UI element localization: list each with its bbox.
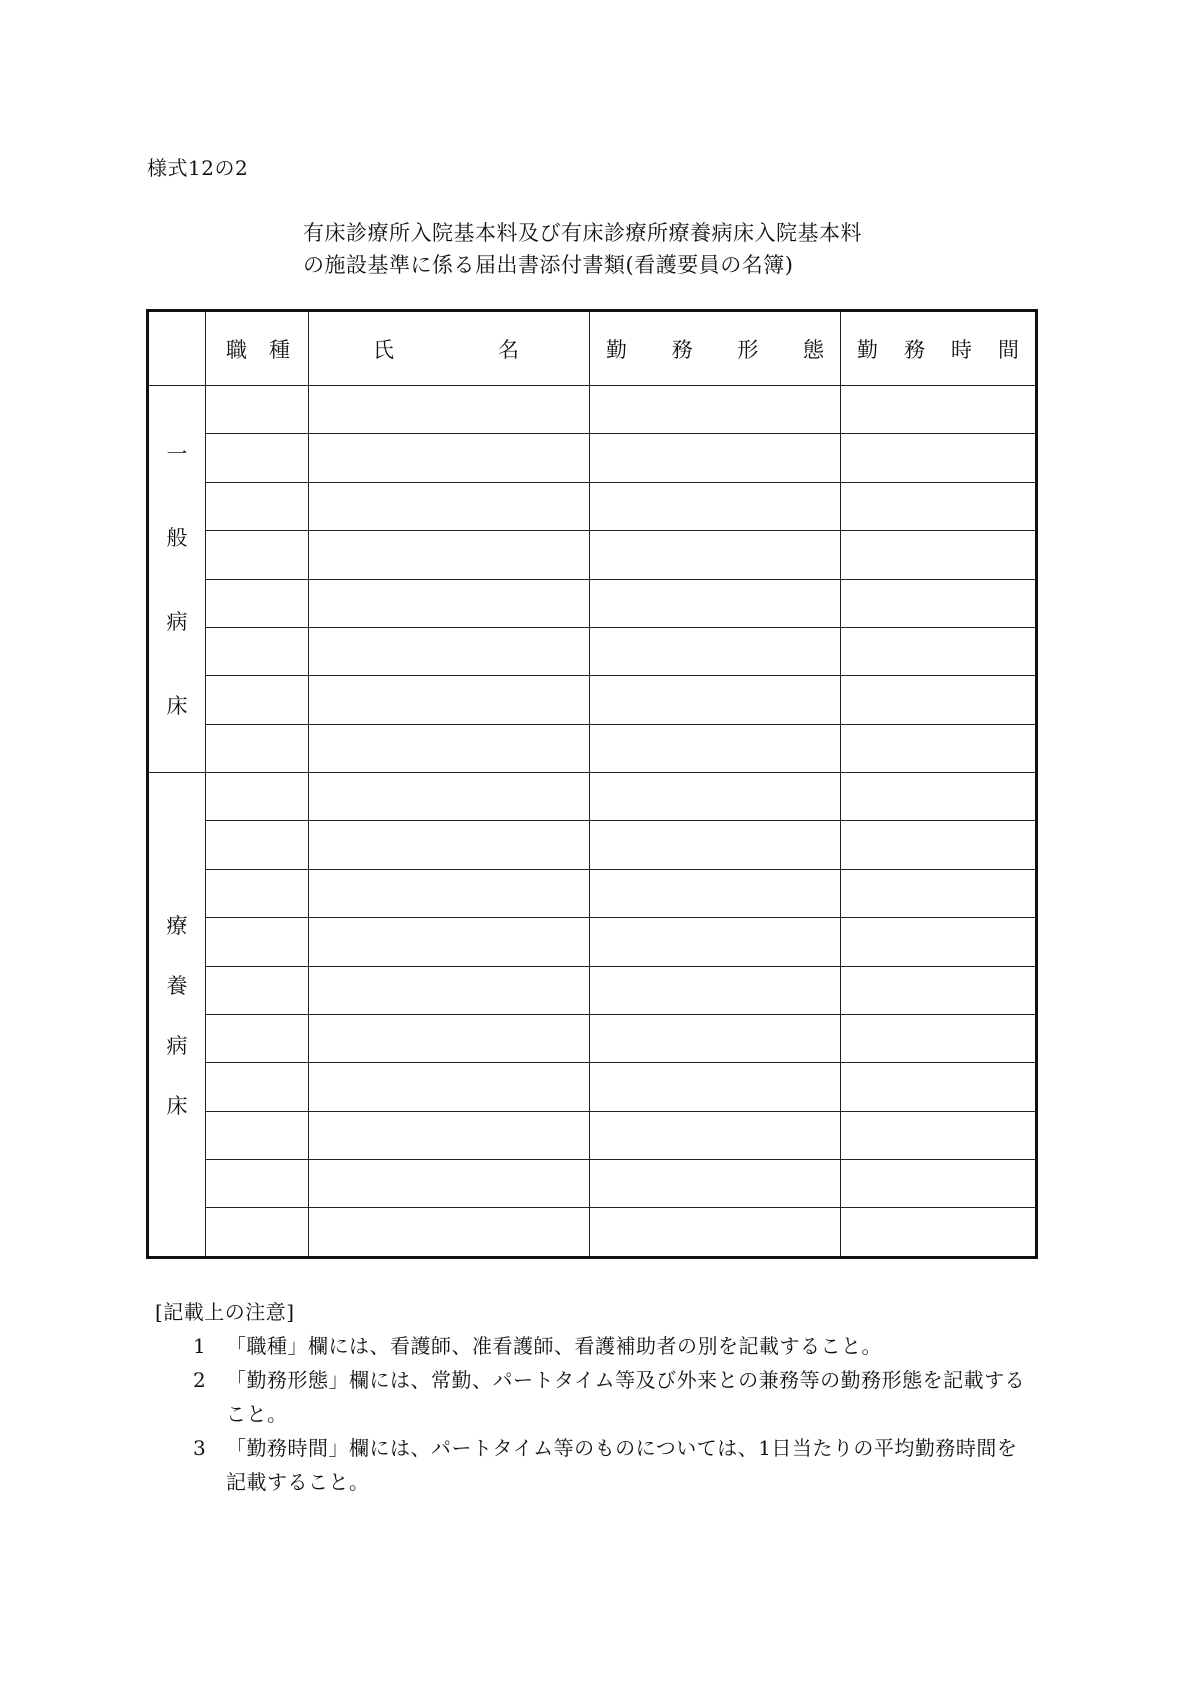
group-label-general-beds: [148, 386, 206, 773]
job-type-cell[interactable]: [206, 724, 309, 772]
name-cell[interactable]: [309, 918, 590, 966]
name-cell[interactable]: [309, 676, 590, 724]
header-char: 間: [998, 337, 1019, 362]
group-label-longterm-care-beds: [148, 773, 206, 1258]
work-form-cell[interactable]: [590, 1160, 841, 1208]
work-form-cell[interactable]: [590, 724, 841, 772]
header-char: 職: [226, 337, 247, 362]
group-char: 療: [166, 913, 188, 938]
group-char: 般: [166, 526, 188, 550]
work-form-cell[interactable]: [590, 579, 841, 627]
work-hours-cell[interactable]: [841, 482, 1037, 530]
table-row: [148, 1014, 1037, 1062]
table-row: [148, 869, 1037, 917]
header-char: 務: [904, 337, 925, 362]
note-number: 2: [193, 1368, 207, 1392]
work-form-cell[interactable]: [590, 773, 841, 821]
work-form-cell[interactable]: [590, 531, 841, 579]
table-row: [148, 966, 1037, 1014]
job-type-cell[interactable]: [206, 482, 309, 530]
work-form-cell[interactable]: [590, 627, 841, 675]
job-type-cell[interactable]: [206, 821, 309, 869]
job-type-cell[interactable]: [206, 1063, 309, 1111]
job-type-cell[interactable]: [206, 676, 309, 724]
work-hours-cell[interactable]: [841, 1208, 1037, 1258]
name-cell[interactable]: [309, 386, 590, 434]
group-char: 床: [166, 1093, 188, 1118]
note-text: 「勤務形態」欄には、常勤、パートタイム等及び外来との兼務等の勤務形態を記載すること。: [226, 1368, 1026, 1426]
note-item: [155, 1363, 1035, 1431]
work-form-cell[interactable]: [590, 386, 841, 434]
work-hours-cell[interactable]: [841, 386, 1037, 434]
header-char: 勤: [857, 337, 878, 362]
work-form-cell[interactable]: [590, 966, 841, 1014]
table-row: [148, 918, 1037, 966]
group-char: 養: [166, 973, 188, 998]
name-cell[interactable]: [309, 724, 590, 772]
work-form-cell[interactable]: [590, 1208, 841, 1258]
notes-section: [155, 1295, 1035, 1499]
job-type-cell[interactable]: [206, 386, 309, 434]
job-type-cell[interactable]: [206, 531, 309, 579]
name-cell[interactable]: [309, 1014, 590, 1062]
work-form-cell[interactable]: [590, 918, 841, 966]
name-cell[interactable]: [309, 531, 590, 579]
work-form-cell[interactable]: [590, 676, 841, 724]
work-hours-cell[interactable]: [841, 724, 1037, 772]
table-row: [148, 1063, 1037, 1111]
name-cell[interactable]: [309, 579, 590, 627]
note-text: 「勤務時間」欄には、パートタイム等のものについては、1日当たりの平均勤務時間を記載すること。: [226, 1436, 1018, 1494]
work-hours-cell[interactable]: [841, 966, 1037, 1014]
note-item: [155, 1329, 1035, 1363]
work-hours-cell[interactable]: [841, 1014, 1037, 1062]
table-row: [148, 386, 1037, 434]
table-row: [148, 531, 1037, 579]
job-type-cell[interactable]: [206, 918, 309, 966]
header-char: 勤: [606, 337, 627, 362]
job-type-cell[interactable]: [206, 1111, 309, 1159]
table-row: [148, 773, 1037, 821]
header-char: 態: [802, 337, 824, 362]
note-item: [155, 1431, 1035, 1499]
work-form-cell[interactable]: [590, 869, 841, 917]
table-row: [148, 482, 1037, 530]
table-header-row: [148, 311, 1037, 386]
job-type-cell[interactable]: [206, 434, 309, 482]
name-cell[interactable]: [309, 821, 590, 869]
name-cell[interactable]: [309, 1208, 590, 1258]
job-type-cell[interactable]: [206, 966, 309, 1014]
work-hours-cell[interactable]: [841, 434, 1037, 482]
work-hours-cell[interactable]: [841, 918, 1037, 966]
work-hours-cell[interactable]: [841, 773, 1037, 821]
header-char: 務: [671, 337, 693, 362]
work-form-cell[interactable]: [590, 1111, 841, 1159]
table-row: [148, 1160, 1037, 1208]
work-form-cell[interactable]: [590, 482, 841, 530]
work-form-cell[interactable]: [590, 1014, 841, 1062]
table-row: [148, 821, 1037, 869]
header-name: [309, 311, 590, 386]
form-number: 様式12の2: [147, 156, 249, 180]
name-cell[interactable]: [309, 627, 590, 675]
name-cell[interactable]: [309, 482, 590, 530]
header-job-type: [206, 311, 309, 386]
job-type-cell[interactable]: [206, 1160, 309, 1208]
header-char: 形: [737, 337, 759, 362]
work-hours-cell[interactable]: [841, 627, 1037, 675]
work-form-cell[interactable]: [590, 1063, 841, 1111]
table-row: [148, 434, 1037, 482]
job-type-cell[interactable]: [206, 773, 309, 821]
name-cell[interactable]: [309, 1063, 590, 1111]
header-work-form: [590, 311, 841, 386]
table-row: [148, 579, 1037, 627]
work-form-cell[interactable]: [590, 821, 841, 869]
name-cell[interactable]: [309, 869, 590, 917]
work-hours-cell[interactable]: [841, 676, 1037, 724]
table-row: [148, 676, 1037, 724]
name-cell[interactable]: [309, 1160, 590, 1208]
note-number: 3: [193, 1436, 207, 1460]
name-cell[interactable]: [309, 434, 590, 482]
staff-roster-table: [146, 309, 1038, 1259]
table-row: [148, 1208, 1037, 1258]
group-char: 床: [166, 694, 188, 718]
job-type-cell[interactable]: [206, 869, 309, 917]
header-char: 名: [498, 337, 519, 362]
header-char: 種: [269, 337, 290, 362]
group-char: 病: [166, 1033, 188, 1058]
header-group-blank: [148, 311, 206, 386]
notes-heading: [記載上の注意]: [155, 1300, 295, 1324]
table-row: [148, 627, 1037, 675]
header-char: 時: [951, 337, 972, 362]
work-hours-cell[interactable]: [841, 869, 1037, 917]
name-cell[interactable]: [309, 966, 590, 1014]
work-form-cell[interactable]: [590, 434, 841, 482]
header-char: 氏: [373, 337, 394, 362]
note-text: 「職種」欄には、看護師、准看護師、看護補助者の別を記載すること。: [226, 1334, 882, 1358]
job-type-cell[interactable]: [206, 1208, 309, 1258]
table-row: [148, 724, 1037, 772]
title-line-1: 有床診療所入院基本料及び有床診療所療養病床入院基本料: [303, 221, 862, 245]
work-hours-cell[interactable]: [841, 531, 1037, 579]
work-hours-cell[interactable]: [841, 1063, 1037, 1111]
header-work-hours: [841, 311, 1037, 386]
group-char: 病: [166, 610, 188, 634]
work-hours-cell[interactable]: [841, 1160, 1037, 1208]
group-char: 一: [166, 442, 188, 466]
note-number: 1: [193, 1334, 207, 1358]
job-type-cell[interactable]: [206, 627, 309, 675]
title-line-2: の施設基準に係る届出書添付書類(看護要員の名簿): [303, 253, 794, 277]
work-hours-cell[interactable]: [841, 579, 1037, 627]
work-hours-cell[interactable]: [841, 1111, 1037, 1159]
name-cell[interactable]: [309, 1111, 590, 1159]
job-type-cell[interactable]: [206, 579, 309, 627]
job-type-cell[interactable]: [206, 1014, 309, 1062]
name-cell[interactable]: [309, 773, 590, 821]
work-hours-cell[interactable]: [841, 821, 1037, 869]
table-row: [148, 1111, 1037, 1159]
document-title: [303, 217, 862, 281]
